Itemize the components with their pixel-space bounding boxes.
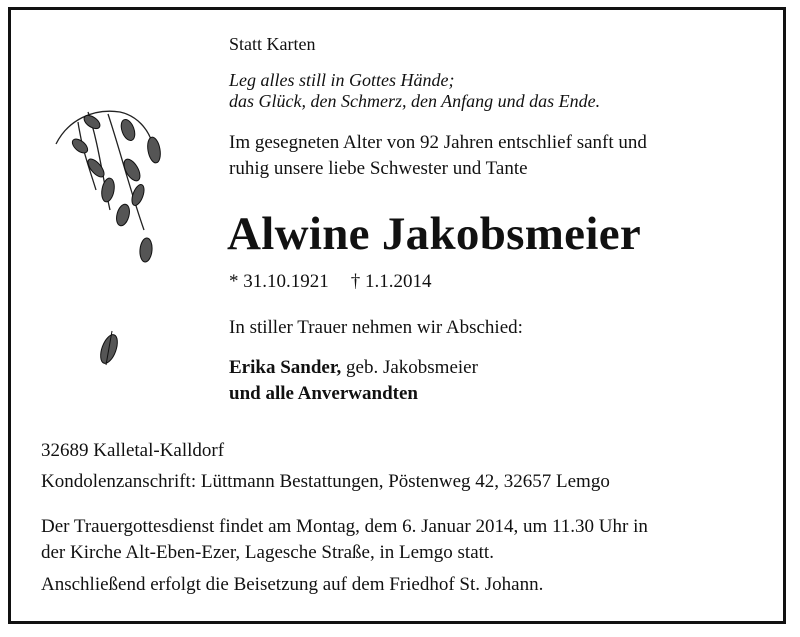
mourner-line [229, 357, 478, 379]
life-dates [229, 271, 432, 293]
death-date: † 1.1.2014 [350, 271, 432, 292]
condolence-address: Kondolenzanschrift: Lüttmann Bestattungen, Pöstenweg 42, 32657 Lemgo [41, 471, 610, 492]
birch-branch-icon [48, 100, 168, 280]
mourning-text: In stiller Trauer nehmen wir Abschied: [229, 317, 523, 338]
birth-date: * 31.10.1921 [229, 271, 329, 292]
quote-line-2: das Glück, den Schmerz, den Anfang und das Ende. [229, 91, 601, 111]
location: 32689 Kalletal-Kalldorf [41, 440, 225, 461]
header-text: Statt Karten [229, 34, 316, 54]
intro-line-2: ruhig unsere liebe Schwester und Tante [229, 158, 528, 179]
service-line-1: Der Trauergottesdienst findet am Montag, dem 6. Januar 2014, um 11.30 Uhr in [41, 516, 648, 537]
falling-leaf-icon [94, 325, 124, 370]
quote-line-1: Leg alles still in Gottes Hände; [229, 70, 455, 90]
service-line-2: der Kirche Alt-Eben-Ezer, Lagesche Straße, in Lemgo statt. [41, 542, 494, 563]
mourner-name: Erika Sander, [229, 357, 342, 378]
intro-line-1: Im gesegneten Alter von 92 Jahren entschlief sanft und [229, 132, 647, 153]
mourner-suffix: geb. Jakobsmeier [341, 357, 478, 378]
burial-line: Anschließend erfolgt die Beisetzung auf dem Friedhof St. Johann. [41, 574, 544, 595]
deceased-name: Alwine Jakobsmeier [227, 208, 642, 260]
relatives: und alle Anverwandten [229, 383, 418, 404]
